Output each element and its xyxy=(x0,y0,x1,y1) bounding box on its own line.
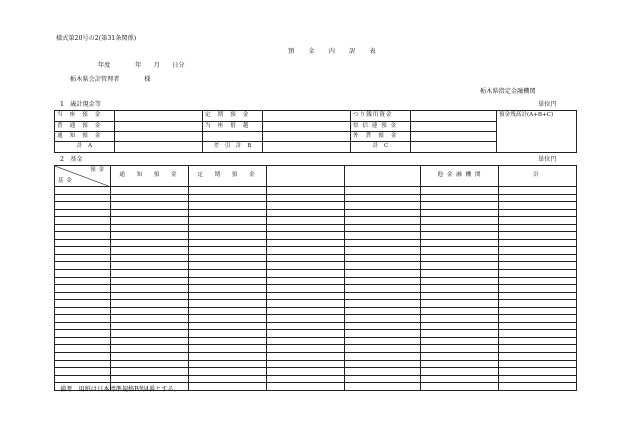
grid-cell xyxy=(345,187,421,195)
grid-cell xyxy=(267,247,345,255)
grid-cell xyxy=(345,194,421,202)
grid-cell xyxy=(345,353,421,361)
grid-cell xyxy=(111,232,189,240)
grid-cell xyxy=(189,187,267,195)
grid-cell xyxy=(345,330,421,338)
value-cell xyxy=(115,132,203,142)
grid-cell xyxy=(267,307,345,315)
grid-cell xyxy=(421,307,499,315)
grid-cell xyxy=(345,262,421,270)
label-total-c: 計 C xyxy=(351,142,411,153)
value-cell xyxy=(411,132,497,142)
grid-cell xyxy=(267,270,345,278)
grid-cell xyxy=(55,262,111,270)
grid-cell xyxy=(421,239,499,247)
table-row xyxy=(55,247,577,255)
grid-cell xyxy=(499,209,577,217)
section2-unit: 単位円 xyxy=(538,156,557,163)
grid-cell xyxy=(267,254,345,262)
grid-cell xyxy=(111,337,189,345)
grid-cell xyxy=(421,330,499,338)
grid-cell xyxy=(345,270,421,278)
grid-cell xyxy=(345,322,421,330)
grid-cell xyxy=(111,360,189,368)
table-row xyxy=(55,217,577,225)
grid-cell xyxy=(421,292,499,300)
table-row xyxy=(55,224,577,232)
grid-cell xyxy=(267,285,345,293)
section1-heading: 1 歳計現金等 xyxy=(60,101,102,108)
grid-cell xyxy=(189,360,267,368)
grid-cell xyxy=(111,224,189,232)
table-row xyxy=(55,285,577,293)
grid-cell xyxy=(55,277,111,285)
grid-cell xyxy=(267,262,345,270)
table-row xyxy=(55,360,577,368)
grid-cell xyxy=(345,202,421,210)
value-cell xyxy=(263,111,351,122)
grid-cell xyxy=(421,277,499,285)
grid-cell xyxy=(499,360,577,368)
grid-cell xyxy=(499,337,577,345)
grid-cell xyxy=(421,247,499,255)
grid-cell xyxy=(267,217,345,225)
grid-cell xyxy=(55,247,111,255)
grid-cell xyxy=(421,322,499,330)
grid-cell xyxy=(111,187,189,195)
grid-cell xyxy=(421,254,499,262)
grid-cell xyxy=(189,194,267,202)
grid-cell xyxy=(499,292,577,300)
grid-cell xyxy=(267,330,345,338)
grid-cell xyxy=(111,254,189,262)
grid-cell xyxy=(55,337,111,345)
addressee: 栃木県会計管理者 様 xyxy=(70,76,151,83)
form-label: 様式第20号の2(第31条関係) xyxy=(56,35,137,42)
grid-cell xyxy=(55,254,111,262)
section2-heading: 2 基金 xyxy=(60,156,83,163)
grid-cell xyxy=(55,307,111,315)
grid-cell xyxy=(499,217,577,225)
grid-cell xyxy=(421,270,499,278)
value-cell xyxy=(411,111,497,122)
grid-cell xyxy=(55,232,111,240)
total-label: 預金残高計(A+B+C) xyxy=(499,112,554,118)
grid-cell xyxy=(189,315,267,323)
grid-cell xyxy=(55,322,111,330)
grid-cell xyxy=(55,300,111,308)
grid-cell xyxy=(189,383,267,391)
grid-cell xyxy=(345,383,421,391)
grid-cell xyxy=(499,232,577,240)
grid-cell xyxy=(267,300,345,308)
grid-cell xyxy=(345,368,421,376)
grid-cell xyxy=(421,337,499,345)
section2-table xyxy=(54,165,577,391)
grid-cell xyxy=(111,315,189,323)
total-cell xyxy=(497,111,577,153)
grid-cell xyxy=(55,353,111,361)
table-row xyxy=(55,187,577,195)
grid-cell xyxy=(345,337,421,345)
section1-unit: 単位円 xyxy=(538,101,557,108)
grid-cell xyxy=(267,187,345,195)
date-line: 年度 年 月 日分 xyxy=(98,62,185,69)
grid-cell xyxy=(111,307,189,315)
grid-cell xyxy=(55,285,111,293)
grid-cell xyxy=(345,232,421,240)
value-cell xyxy=(115,122,203,132)
grid-cell xyxy=(55,315,111,323)
table-row xyxy=(55,270,577,278)
label-futsuu-yokin: 普 通 預 金 xyxy=(55,122,115,132)
grid-cell xyxy=(189,277,267,285)
header-teiki: 定 期 預 金 xyxy=(189,166,267,187)
grid-cell xyxy=(189,330,267,338)
grid-cell xyxy=(499,277,577,285)
label-kenshinren: 県 信 連 預 金 xyxy=(351,122,411,132)
grid-cell xyxy=(499,187,577,195)
grid-cell xyxy=(345,307,421,315)
grid-cell xyxy=(267,383,345,391)
grid-cell xyxy=(111,292,189,300)
value-cell xyxy=(263,142,351,153)
grid-cell xyxy=(421,368,499,376)
label-total-a: 計 A xyxy=(55,142,115,153)
grid-cell xyxy=(499,315,577,323)
table-row xyxy=(55,300,577,308)
grid-cell xyxy=(499,330,577,338)
grid-cell xyxy=(111,300,189,308)
grid-cell xyxy=(345,224,421,232)
grid-cell xyxy=(189,247,267,255)
grid-cell xyxy=(111,322,189,330)
grid-cell xyxy=(189,232,267,240)
grid-cell xyxy=(189,209,267,217)
grid-cell xyxy=(111,217,189,225)
grid-cell xyxy=(499,239,577,247)
grid-cell xyxy=(189,262,267,270)
issuer: 栃木県指定金融機関 xyxy=(480,88,536,95)
grid-cell xyxy=(499,368,577,376)
grid-cell xyxy=(189,285,267,293)
grid-cell xyxy=(267,315,345,323)
grid-cell xyxy=(267,209,345,217)
grid-cell xyxy=(421,353,499,361)
table-row xyxy=(55,322,577,330)
header-blank-2 xyxy=(345,166,421,187)
table-row xyxy=(55,262,577,270)
grid-cell xyxy=(55,368,111,376)
grid-cell xyxy=(421,224,499,232)
grid-cell xyxy=(499,375,577,383)
table-row xyxy=(55,232,577,240)
grid-cell xyxy=(499,300,577,308)
grid-cell xyxy=(499,353,577,361)
table-row xyxy=(55,368,577,376)
table-row xyxy=(55,209,577,217)
grid-cell xyxy=(111,368,189,376)
grid-cell xyxy=(499,383,577,391)
grid-cell xyxy=(111,194,189,202)
grid-cell xyxy=(189,307,267,315)
grid-cell xyxy=(421,300,499,308)
grid-cell xyxy=(55,224,111,232)
grid-cell xyxy=(499,307,577,315)
grid-cell xyxy=(55,217,111,225)
grid-cell xyxy=(267,337,345,345)
value-cell xyxy=(115,111,203,122)
label-touza-karikoshi: 当 座 借 越 xyxy=(203,122,263,132)
grid-cell xyxy=(189,202,267,210)
grid-cell xyxy=(189,322,267,330)
grid-cell xyxy=(499,254,577,262)
grid-cell xyxy=(111,262,189,270)
table-row xyxy=(55,307,577,315)
grid-cell xyxy=(267,322,345,330)
grid-cell xyxy=(421,383,499,391)
grid-cell xyxy=(267,224,345,232)
grid-cell xyxy=(267,368,345,376)
grid-cell xyxy=(267,239,345,247)
grid-cell xyxy=(499,194,577,202)
grid-cell xyxy=(267,345,345,353)
grid-cell xyxy=(55,270,111,278)
grid-cell xyxy=(421,285,499,293)
grid-cell xyxy=(499,270,577,278)
table-row xyxy=(55,292,577,300)
corner-bottom-label: 基金 xyxy=(58,177,75,184)
grid-cell xyxy=(345,254,421,262)
grid-cell xyxy=(345,217,421,225)
grid-cell xyxy=(345,315,421,323)
table-row xyxy=(55,277,577,285)
grid-cell xyxy=(267,375,345,383)
grid-cell xyxy=(421,232,499,240)
value-cell xyxy=(115,142,203,153)
grid-cell xyxy=(499,202,577,210)
grid-cell xyxy=(55,202,111,210)
grid-cell xyxy=(421,194,499,202)
grid-cell xyxy=(55,345,111,353)
table-row xyxy=(55,202,577,210)
grid-cell xyxy=(189,254,267,262)
grid-cell xyxy=(421,187,499,195)
grid-cell xyxy=(345,277,421,285)
grid-cell xyxy=(111,270,189,278)
table-row xyxy=(55,345,577,353)
label-teiki-yokin: 定 期 預 金 xyxy=(203,111,263,122)
grid-cell xyxy=(55,209,111,217)
grid-cell xyxy=(111,375,189,383)
table-row xyxy=(55,330,577,338)
grid-cell xyxy=(345,285,421,293)
table-row xyxy=(55,239,577,247)
grid-cell xyxy=(499,262,577,270)
grid-cell xyxy=(345,360,421,368)
grid-cell xyxy=(189,368,267,376)
grid-cell xyxy=(189,270,267,278)
grid-cell xyxy=(421,202,499,210)
table-row xyxy=(55,194,577,202)
grid-cell xyxy=(189,353,267,361)
grid-cell xyxy=(55,292,111,300)
grid-cell xyxy=(499,285,577,293)
value-cell xyxy=(411,122,497,132)
grid-cell xyxy=(111,247,189,255)
grid-cell xyxy=(189,224,267,232)
label-touza-yokin: 当 座 預 金 xyxy=(55,111,115,122)
grid-cell xyxy=(189,217,267,225)
grid-cell xyxy=(111,330,189,338)
header-blank-1 xyxy=(267,166,345,187)
grid-cell xyxy=(189,292,267,300)
footnote: 備考 用紙は日本標準規格B列4番とする。 xyxy=(60,386,180,393)
grid-cell xyxy=(267,202,345,210)
grid-cell xyxy=(345,292,421,300)
grid-cell xyxy=(345,300,421,308)
grid-cell xyxy=(421,315,499,323)
grid-cell xyxy=(111,202,189,210)
grid-cell xyxy=(267,353,345,361)
grid-cell xyxy=(189,337,267,345)
grid-cell xyxy=(189,239,267,247)
grid-cell xyxy=(189,375,267,383)
grid-cell xyxy=(345,239,421,247)
header-other-banks: 他 金 融 機 関 xyxy=(421,166,499,187)
grid-cell xyxy=(111,277,189,285)
grid-cell xyxy=(55,194,111,202)
grid-cell xyxy=(421,360,499,368)
label-total-b: 差 引 計 B xyxy=(203,142,263,153)
grid-cell xyxy=(267,360,345,368)
grid-cell xyxy=(345,209,421,217)
grid-cell xyxy=(189,345,267,353)
value-cell xyxy=(263,122,351,132)
header-total: 計 xyxy=(499,166,577,187)
page-title: 預 金 内 訳 表 xyxy=(288,48,380,55)
grid-cell xyxy=(111,285,189,293)
table-row xyxy=(55,375,577,383)
grid-cell xyxy=(267,277,345,285)
grid-cell xyxy=(189,300,267,308)
label-gaika-yokin: 外 貨 預 金 xyxy=(351,132,411,142)
grid-cell xyxy=(499,247,577,255)
label-tsuuchi-yokin: 通 知 預 金 xyxy=(55,132,115,142)
grid-cell xyxy=(345,247,421,255)
grid-cell xyxy=(111,353,189,361)
header-tsuuchi: 通 知 預 金 xyxy=(111,166,189,187)
grid-cell xyxy=(499,224,577,232)
table-row xyxy=(55,337,577,345)
grid-cell xyxy=(111,209,189,217)
empty-cell xyxy=(203,132,263,142)
grid-cell xyxy=(267,194,345,202)
table-row xyxy=(55,353,577,361)
grid-cell xyxy=(345,375,421,383)
grid-cell xyxy=(267,232,345,240)
grid-cell xyxy=(55,330,111,338)
grid-cell xyxy=(111,345,189,353)
grid-cell xyxy=(111,239,189,247)
table-row xyxy=(55,254,577,262)
grid-cell xyxy=(499,345,577,353)
grid-cell xyxy=(421,262,499,270)
value-cell xyxy=(263,132,351,142)
grid-cell xyxy=(421,375,499,383)
corner-top-label: 預金 xyxy=(90,167,107,173)
label-tsurisen: つり銭用資金 xyxy=(351,111,411,122)
grid-cell xyxy=(55,187,111,195)
grid-cell xyxy=(55,360,111,368)
table-row xyxy=(55,315,577,323)
corner-cell xyxy=(55,166,111,187)
grid-cell xyxy=(345,345,421,353)
grid-cell xyxy=(55,239,111,247)
grid-cell xyxy=(55,375,111,383)
grid-cell xyxy=(499,322,577,330)
grid-cell xyxy=(421,209,499,217)
grid-cell xyxy=(421,217,499,225)
section1-table xyxy=(54,110,577,153)
value-cell xyxy=(411,142,497,153)
grid-cell xyxy=(421,345,499,353)
grid-cell xyxy=(267,292,345,300)
